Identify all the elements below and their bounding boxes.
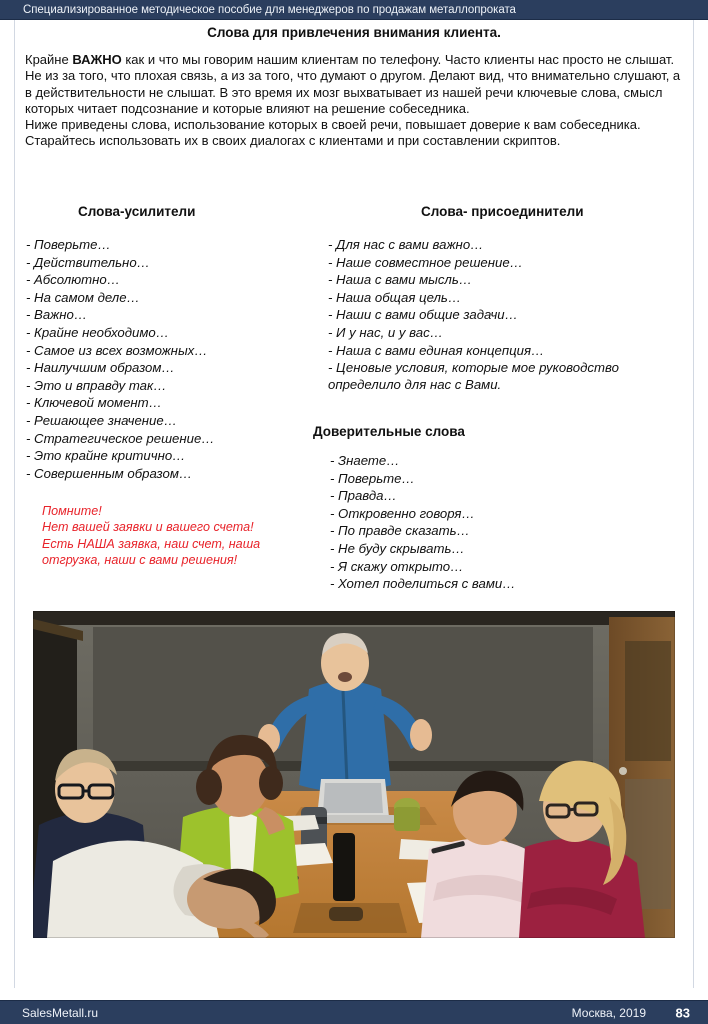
remember-note <box>42 503 307 569</box>
list-item: - Знаете… <box>330 453 400 468</box>
list-item: - Я скажу открыто… <box>330 558 464 574</box>
list-item: - Действительно… <box>26 254 150 270</box>
intro-emphasis: ВАЖНО <box>72 52 122 67</box>
list-item: - Наша общая цель… <box>328 289 462 305</box>
list-item: - Самое из всех возможных… <box>26 342 208 358</box>
list-item: - Наши с вами общие задачи… <box>328 307 518 323</box>
intro-rest: как и что мы говорим нашим клиентам по телефону. Часто клиенты нас просто не слышат. Не из за того, что плохая связь, а из за того, что думают о другом. Делают вид, что внимательно слушают, а в действительности не слышат. В это время их мозг выхватывает из нашей речи ключевые слова, смысл которых читает подсознание и которые влияют на решение собеседника. <box>25 52 681 116</box>
header-title: Специализированное методическое пособие для менеджеров по продажам металлопроката <box>23 3 516 16</box>
remember-note-line: Помните! <box>42 504 102 518</box>
list-item: - Откровенно говоря… <box>330 505 475 521</box>
list-item: - Наилучшим образом… <box>26 360 175 376</box>
list-item: - По правде сказать… <box>330 523 470 539</box>
list-item: - Совершенным образом… <box>26 465 193 481</box>
footer-bar <box>0 1000 708 1024</box>
remember-note-line: отгрузка, наши с вами решения! <box>42 553 238 568</box>
header-bar <box>0 0 708 20</box>
list-item: - Ключевой момент… <box>26 395 162 411</box>
list-item: - Крайне необходимо… <box>26 324 169 340</box>
list-item: - Решающее значение… <box>26 412 177 428</box>
list-item: - Наша с вами единая концепция… <box>328 342 545 358</box>
list-item: - Это крайне критично… <box>26 448 186 464</box>
joiners-heading: Слова- присоединители <box>421 204 584 219</box>
list-item: - Наша с вами мысль… <box>328 272 472 288</box>
remember-note-line: Есть НАША заявка, наш счет, наша <box>42 536 261 551</box>
footer-site-name: SalesMetall.ru <box>22 1006 99 1020</box>
list-item: - Наше совместное решение… <box>328 254 523 270</box>
left-margin-rule <box>14 18 15 988</box>
list-item: - Не буду скрывать… <box>330 540 465 556</box>
list-item: - И у нас, и у вас… <box>328 324 443 340</box>
list-item: - На самом деле… <box>26 289 140 305</box>
amplifiers-heading: Слова-усилители <box>78 204 196 219</box>
intro-paragraph-2: Ниже приведены слова, использование которых в своей речи, повышает доверие к вам собеседника. Старайтесь использовать их в своих диалогах с клиентами и при составлении скриптов. <box>25 117 641 149</box>
list-item: - Абсолютно… <box>26 272 120 288</box>
page-title: Слова для привлечения внимания клиента. <box>207 25 501 40</box>
list-item: - Для нас с вами важно… <box>328 237 484 252</box>
right-margin-rule <box>693 18 694 988</box>
list-item: - Это и вправду так… <box>26 377 167 393</box>
list-item: - Правда… <box>330 488 397 504</box>
meeting-photo-illustration <box>33 611 675 938</box>
trust-words-list <box>330 452 515 593</box>
footer-page-number: 83 <box>675 1005 690 1021</box>
footer-place-year: Москва, 2019 <box>571 1006 646 1020</box>
list-item: - Стратегическое решение… <box>26 430 215 446</box>
meeting-photo <box>33 611 675 938</box>
joiners-list <box>328 236 668 394</box>
list-item: - Поверьте… <box>26 237 111 252</box>
list-item: - Важно… <box>26 307 88 323</box>
amplifiers-list <box>26 236 214 482</box>
list-item: - Поверьте… <box>330 470 415 486</box>
trust-words-heading: Доверительные слова <box>313 424 465 439</box>
intro-paragraph-1 <box>25 52 683 117</box>
remember-note-line: Нет вашей заявки и вашего счета! <box>42 520 254 535</box>
list-item: - Хотел поделиться с вами… <box>330 576 516 592</box>
intro-lead: Крайне <box>25 52 73 67</box>
list-item: - Ценовые условия, которые мое руководство определило для нас с Вами. <box>328 360 619 393</box>
intro-text <box>25 52 683 150</box>
